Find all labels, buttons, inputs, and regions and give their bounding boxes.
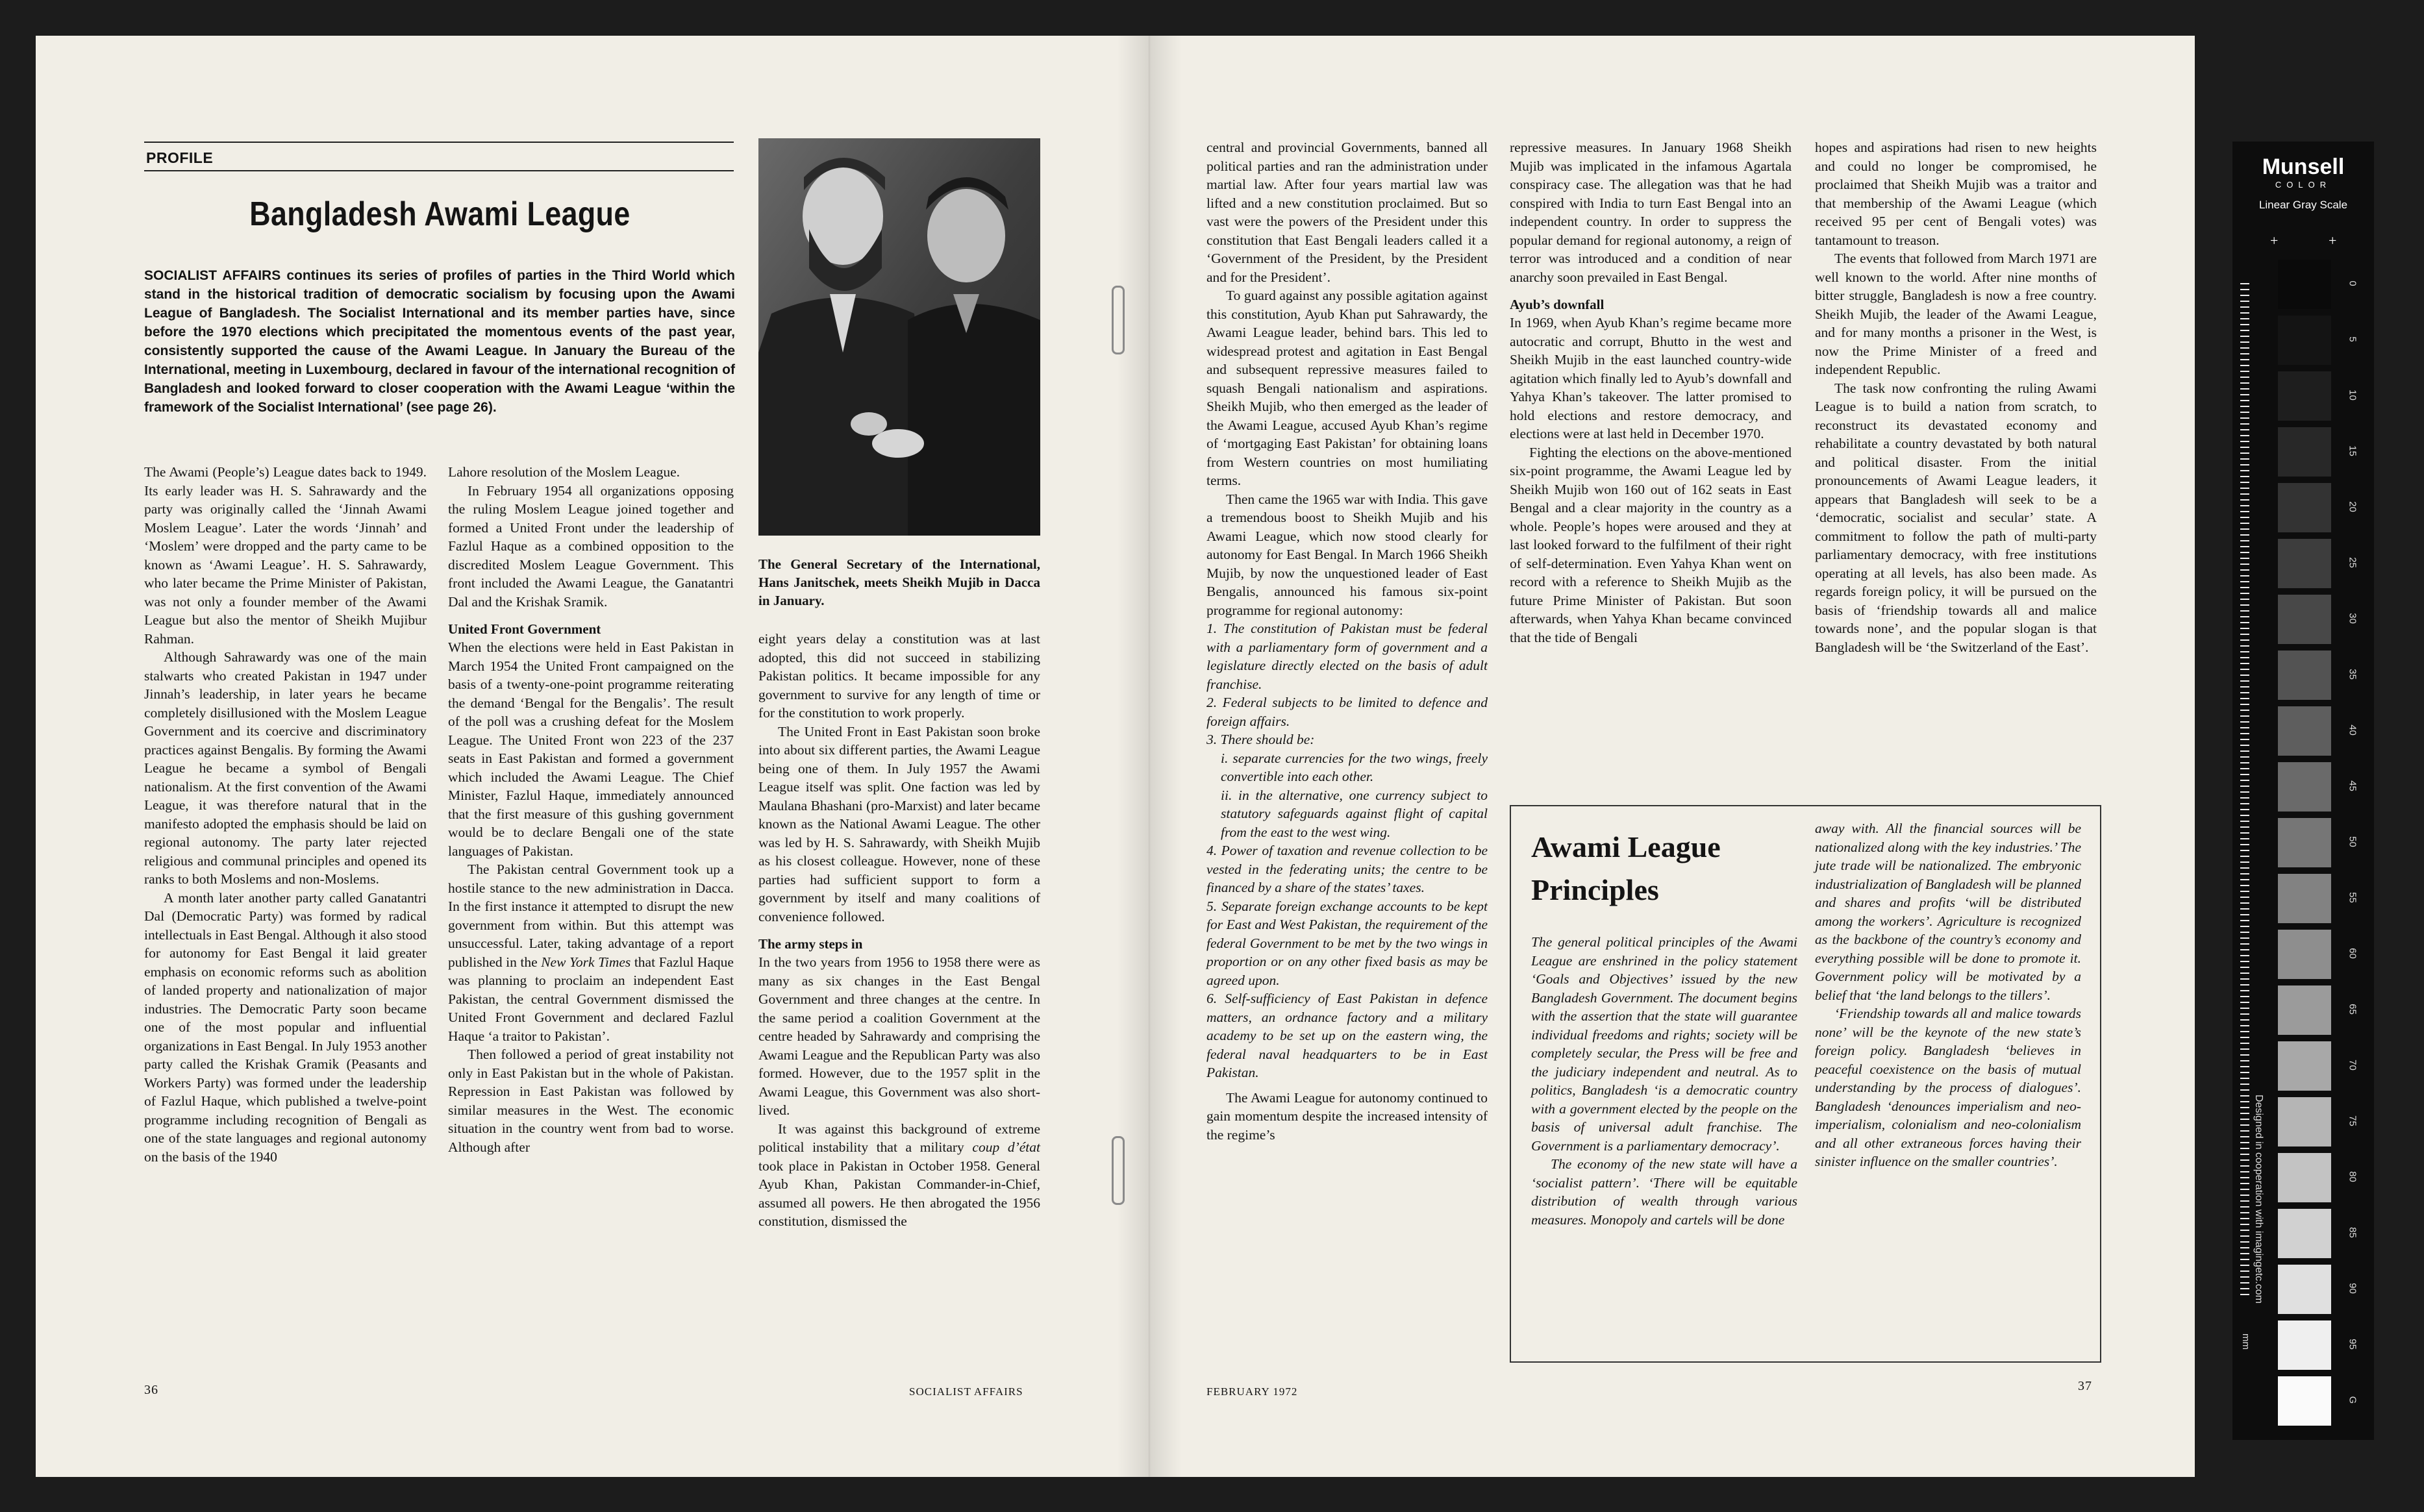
section-label: PROFILE — [146, 149, 214, 166]
gray-swatch — [2278, 930, 2331, 979]
swatch-label: 45 — [2347, 780, 2358, 791]
gray-swatch — [2278, 651, 2331, 700]
paragraph: Then came the 1965 war with India. This gave a tremendous boost to Sheikh Mujib and his Awami League, which now stood clearly for autonomy for East Bengal. In March 1966 Sheikh Mujib, by now the unquestioned leader of East Bengalis, announced his famous six-point programme for regional autonomy: — [1206, 491, 1488, 618]
gray-swatch — [2278, 1041, 2331, 1091]
swatch-label: 10 — [2347, 390, 2358, 401]
left-column-3 — [758, 630, 1040, 1231]
footer-publication: SOCIALIST AFFAIRS — [909, 1385, 1023, 1398]
gray-swatch — [2278, 483, 2331, 532]
paragraph: The general political principles of the Awami League are enshrined in the policy statement ‘Goals and Objectives’ issued by the new Bangladesh Government. The document begins with the assertion that the state will guarantee individual freedoms and rights; society will be completely secular, the Press will be free and the judiciary independent and neutral. As to politics, Bangladesh ‘is a democratic country with a government elected by the people on the basis of universal adult franchise. The Government is a parliamentary democracy’. — [1531, 934, 1797, 1154]
swatch-label: 70 — [2347, 1060, 2358, 1071]
gray-swatch — [2278, 316, 2331, 365]
paragraph: eight years delay a constitution was at last adopted, this did not succeed in stabilizing Pakistan politics. It became impossible for any government to survive for any length of time or for the constitution to work properly. — [758, 631, 1040, 721]
swatch-label: 60 — [2347, 948, 2358, 959]
staple-top — [1112, 286, 1125, 354]
paragraph: The Awami League for autonomy continued to gain momentum despite the increased intensity of the regime’s — [1206, 1089, 1488, 1143]
gray-swatch — [2278, 1265, 2331, 1314]
gray-swatch — [2278, 260, 2331, 309]
gray-swatch — [2278, 985, 2331, 1035]
paragraph: In February 1954 all organizations opposing the ruling Moslem League joined together and formed a United Front under the leadership of Fazlul Haque as a combined opposition to the discredited Moslem League Government. This front included the Awami League, the Ganatantri Dal and the Krishak Sramik. — [448, 482, 734, 610]
paragraph: hopes and aspirations had risen to new heights and could no longer be compromised, he proclaimed that Sheikh Mujib was a traitor and that membership of the Awami League (which received 95 per cent of Bengali votes) was tantamount to treason. — [1815, 140, 2097, 248]
paragraph — [758, 1120, 1040, 1231]
paragraph: The United Front in East Pakistan soon broke into about six different parties, the Awami League being one of them. In July 1957 the Awami League itself was split. One faction was led by Maulana Bhashani (pro-Marxist) and later became known as the National Awami League. The other was led by H. S. Sahrawardy, with Sheikh Mujib as his closest colleague. However, none of these parties had sufficient support to form a government by itself and many coalitions of convenience followed. — [758, 723, 1041, 924]
paragraph: A month later another party called Ganatantri Dal (Democratic Party) was formed by radical intellectuals in East Bengal. Although it also stood for autonomy for East Bengal it laid greater emphasis on economic reforms such as abolition of landed property and nationalization of major industries. The Democratic Party soon became one of the most popular and influential organizations in East Bengal. In July 1953 another party called the Krishak Gramik (Peasants and Workers Party) was formed under the leadership of Fazlul Haque, which published a twelve-point programme including recognition of Bengali as one of the state languages and regional autonomy on the basis of the 1940 — [144, 889, 427, 1165]
page-gutter — [1117, 36, 1182, 1477]
brand-name: Munsell — [2262, 155, 2345, 179]
gray-swatch — [2278, 371, 2331, 421]
photo-caption: The General Secretary of the International, Hans Janitschek, meets Sheikh Mujib in Dacca in January. — [758, 556, 1040, 608]
mm-ruler — [2240, 283, 2249, 1296]
card-title: Linear Gray Scale — [2258, 199, 2348, 211]
list-item: 1. The constitution of Pakistan must be federal with a parliamentary form of government and a legislature directly elected on the basis of adult franchise. — [1206, 621, 1488, 692]
paragraph: away with. All the financial sources will be nationalized along with the key industries.’ The jute trade will be nationalized. The embryonic industrialization of Bangladesh will be planned and shares and profits ‘will be distributed among the workers’. Agriculture is recognized as the backbone of the country’s economy and everything possible will be done to promote it. Government policy will be motivated by a belief that ‘the land belongs to the tillers’. — [1815, 821, 2081, 1003]
swatch-label: 5 — [2347, 336, 2358, 342]
italic-phrase: coup d’état — [972, 1139, 1040, 1155]
article-intro: SOCIALIST AFFAIRS continues its series of profiles of parties in the Third World which stand in the historical tradition of democratic socialism by focusing upon the Awami League of Bangladesh. The Socialist International and its member parties have, since before the 1970 elections which precipitated the momentous events of the past year, consistently supported the cause of the Awami League. In January the Bureau of the International, meeting in Luxembourg, declared in favour of the international recognition of Bangladesh and looked forward to closer cooperation with the Awami League ‘within the framework of the Socialist International’ (see page 26). — [144, 268, 735, 415]
paragraph: In the two years from 1956 to 1958 there were as many as six changes in the East Bengal Government and three changes at the centre. In the same period a coalition Government at the centre headed by Sahrawardy and comprising the Awami League and the Republican Party was also formed. However, due to the 1957 split in the Awami League, this Government was also short-lived. — [758, 954, 1040, 1118]
subheading: United Front Government — [448, 621, 601, 637]
gray-swatch — [2278, 706, 2331, 756]
newspaper-title: New York Times — [541, 954, 631, 970]
swatch-label: 50 — [2347, 836, 2358, 847]
swatch-label: 20 — [2347, 501, 2358, 512]
plus-icon: + — [2270, 232, 2279, 249]
swatch-label: 15 — [2347, 445, 2358, 456]
swatch-label: 65 — [2347, 1004, 2358, 1015]
paragraph: Lahore resolution of the Moslem League. — [448, 464, 681, 480]
paragraph — [448, 860, 734, 1045]
gray-swatch — [2278, 1097, 2331, 1146]
photo-handshake — [758, 138, 1040, 536]
right-column-1 — [1206, 138, 1488, 1144]
swatch-label: 0 — [2347, 280, 2358, 286]
list-item: 2. Federal subjects to be limited to defence and foreign affairs. — [1206, 695, 1488, 729]
photo-illustration — [758, 138, 1040, 536]
paragraph: The Awami (People’s) League dates back to 1949. Its early leader was H. S. Sahrawardy and the party was originally called the ‘Jinnah Awami Moslem League’. Later the words ‘Jinnah’ and ‘Moslem’ were dropped and the party came to be known as ‘Awami League’. H. S. Sahrawardy, who later became the Prime Minister of Pakistan, was not only a founder member of the Awami League but also the mentor of Sheikh Mujibur Rahman. — [144, 464, 427, 647]
six-point-list — [1206, 619, 1488, 1082]
subheading: Ayub’s downfall — [1510, 297, 1605, 312]
list-item: 6. Self-sufficiency of East Pakistan in defence matters, an ordnance factory and a military academy to be set up on the eastern wing, the federal naval headquarters to be in East Pakistan. — [1206, 991, 1488, 1080]
paragraph: The economy of the new state will have a ‘socialist pattern’. ‘There will be equitable distribution of wealth through various measures. Monopoly and cartels will be done — [1531, 1156, 1797, 1228]
swatch-label: 40 — [2347, 725, 2358, 736]
paragraph: Then followed a period of great instability not only in East Pakistan but in the whole of Pakistan. Repression in East Pakistan was followed by similar measures in the West. The economic situation in the country went from bad to worse. Although after — [448, 1047, 734, 1155]
paragraph: Although Sahrawardy was one of the main stalwarts who created Pakistan in 1947 under Jinnah’s leadership, in later years he became completely disillusioned with the Moslem League Government and its coercive and discriminatory practices against Bengalis. By forming the Awami League he became a symbol of Bengali nationalism. At the first convention of the Awami League, it was therefore natural that in the manifesto adopted the emphasis should be laid on regional autonomy. The party later rejected religious and communal principles and opened its ranks to both Moslems and non-Moslems. — [144, 649, 427, 887]
gray-scale-card — [2232, 142, 2374, 1440]
left-column-2 — [448, 463, 734, 1156]
gray-swatch — [2278, 1376, 2331, 1426]
paragraph: In 1969, when Ayub Khan’s regime became more autocratic and corrupt, Bhutto in the west and Sheikh Mujib in the east launched country-wide agitation which finally led to Ayub’s downfall and Yahya Khan’s takeover. The latter promised to hold elections and restore democracy, and elections were at last held in December 1970. — [1510, 315, 1792, 441]
paragraph: To guard against any possible agitation against this constitution, Ayub Khan put Sahrawardy, the Awami League leader, behind bars. This led to widespread protest and agitation in East Bengal and subsequent repressive measures failed to squash Bengali nationalism and aspirations. Sheikh Mujib, who then emerged as the leader of the Awami League, accused Ayub Khan’s regime of ‘mortgaging East Pakistan’ for obtaining loans from Western countries on most humiliating terms. — [1206, 288, 1488, 488]
gray-swatch — [2278, 818, 2331, 867]
plus-icon: + — [2329, 232, 2337, 249]
left-column-1 — [144, 463, 427, 1166]
paragraph: Fighting the elections on the above-mentioned six-point programme, the Awami League led by Sheikh Mujib won 160 out of 162 seats in East Bengal and a clear majority in the country as a whole. People’s hopes were aroused and they at last looked forward to the fulfilment of their right of self-determination. Even Yahya Khan went on record with a reference to Sheikh Mujib as the future Prime Minister of Pakistan. But soon afterwards, when Yahya Khan became convinced that the tide of Bengali — [1510, 444, 1792, 645]
subheading: The army steps in — [758, 936, 863, 952]
gray-swatch — [2278, 539, 2331, 588]
text-run: It was against this background of extreme political instability that a military — [758, 1121, 1040, 1155]
list-item: ii. in the alternative, one currency subject to statutory safeguards against flight of capital from the east to the west wing. — [1221, 787, 1488, 840]
paragraph: When the elections were held in East Pakistan in March 1954 the United Front campaigned on the basis of a twenty-one-point programme reiterating the demand ‘Bengal for the Bengalis’. The result of the poll was a crushing defeat for the Moslem League. The United Front won 223 of the 237 seats in East Pakistan and formed a government which included the Awami League. The Chief Minister, Fazlul Haque, immediately announced that the first measure of this gushing government would be to declare Bengali one of the state languages of Pakistan. — [448, 639, 734, 859]
swatch-label: 90 — [2347, 1283, 2358, 1294]
paragraph: ‘Friendship towards all and malice towards none’ will be the keynote of the new state’s foreign policy. Bangladesh ‘believes in peaceful coexistence on the basis of mutual understanding by the process of dialogues’. Bangladesh ‘denounces imperialism and neo-imperialism, colonialism and neo-colonialism and all other extraneous forces having their sinister influence on the smaller countries’. — [1815, 1006, 2081, 1169]
principles-column-left — [1531, 933, 1797, 1229]
staple-bottom — [1112, 1136, 1125, 1205]
list-item: 4. Power of taxation and revenue collection to be vested in the federating units; the centre to be financed by a share of the states’ taxes. — [1206, 843, 1488, 895]
gray-swatch — [2278, 427, 2331, 477]
paragraph: The events that followed from March 1971 are well known to the world. After nine months of bitter struggle, Bangladesh is now a free country. Sheikh Mujib, the leader of the Awami League, and for many months a prisoner in the West, is now the Prime Minister of a freed and independent Republic. — [1815, 251, 2097, 377]
swatch-label: 55 — [2347, 892, 2358, 903]
right-column-3 — [1815, 138, 2097, 656]
list-item: 5. Separate foreign exchange accounts to be kept for East and West Pakistan, the requirement of the federal Government to be met by the two wings in proportion or on any other fixed basis as may be agreed upon. — [1206, 898, 1488, 988]
gray-swatch — [2278, 1153, 2331, 1202]
text-run: that Fazlul Haque was planning to proclaim an independent East Pakistan, the central Government dismissed the United Front Government and declared Fazlul Haque ‘a traitor to Pakistan’. — [448, 954, 734, 1044]
gray-swatch — [2278, 762, 2331, 812]
page-number-left: 36 — [144, 1383, 158, 1397]
swatch-label: 35 — [2347, 669, 2358, 680]
paragraph: The task now confronting the ruling Awami League is to build a nation from scratch, to reconstruct its devastated economy and rehabilitate a country devastated by both natural and political disaster. From the initial pronouncements of Awami League leaders, it appears that Bangladesh will seek to be a ‘democratic, socialist and secular’ state. A commitment to follow the path of multi-party parliamentary democracy, with free institutions operating at all levels, has also been made. As regards foreign policy, it will be pursued on the basis of ‘friendship towards all and malice towards none’, and the popular slogan is that Bangladesh will be ‘the Switzerland of the East’. — [1815, 380, 2097, 655]
header-rule-bottom — [144, 170, 734, 171]
list-item: 3. There should be: — [1206, 732, 1315, 747]
paragraph: repressive measures. In January 1968 Sheikh Mujib was implicated in the infamous Agartala conspiracy case. The allegation was that he had conspired with India to turn East Bengal into an independent country. In order to suppress the popular demand for regional autonomy, a reign of terror was introduced and a condition of near anarchy soon prevailed in East Bengal. — [1510, 140, 1792, 285]
mm-label: mm — [2240, 1333, 2251, 1350]
gray-swatch — [2278, 595, 2331, 644]
swatch-label: 80 — [2347, 1171, 2358, 1182]
header-rule-top — [144, 142, 734, 143]
list-item: i. separate currencies for the two wings, freely convertible into each other. — [1221, 750, 1488, 784]
footer-date: FEBRUARY 1972 — [1206, 1385, 1298, 1398]
principles-column-right — [1815, 819, 2081, 1171]
right-column-2 — [1510, 138, 1792, 647]
swatch-label: 30 — [2347, 613, 2358, 624]
brand-sub: COLOR — [2275, 180, 2332, 190]
swatch-label: 75 — [2347, 1115, 2358, 1126]
page-number-right: 37 — [2078, 1379, 2092, 1393]
munsell-logo — [2232, 155, 2374, 212]
swatch-label: 85 — [2347, 1227, 2358, 1238]
article-headline: Bangladesh Awami League — [249, 195, 631, 233]
gray-swatch — [2278, 1320, 2331, 1370]
swatch-label: 25 — [2347, 557, 2358, 568]
swatch-label: G — [2347, 1396, 2358, 1404]
text-run: took place in Pakistan in October 1958. General Ayub Khan, Pakistan Commander-in-Chief, assumed all powers. He then abrogated the 1956 constitution, dismissed the — [758, 1158, 1040, 1229]
swatch-label: 95 — [2347, 1339, 2358, 1350]
paragraph: central and provincial Governments, banned all political parties and ran the administration under martial law. After four years martial law was lifted and a new constitution proclaimed. But so vast were the powers of the President under this constitution that East Bengali leaders called it a ‘Government of the President, by the President and for the President’. — [1206, 140, 1488, 285]
card-credit: Designed in cooperation with imagingetc.com — [2253, 1095, 2264, 1304]
text-run: The Pakistan central Government took up a hostile stance to the new administration in Dacca. In the first instance it attempted to disrupt the new government from within. But this attempt was unsuccessful. Later, taking advantage of a report published in the — [448, 861, 734, 970]
gray-swatch — [2278, 1209, 2331, 1258]
gray-swatch — [2278, 874, 2331, 923]
principles-title: Awami League Principles — [1531, 830, 1721, 906]
